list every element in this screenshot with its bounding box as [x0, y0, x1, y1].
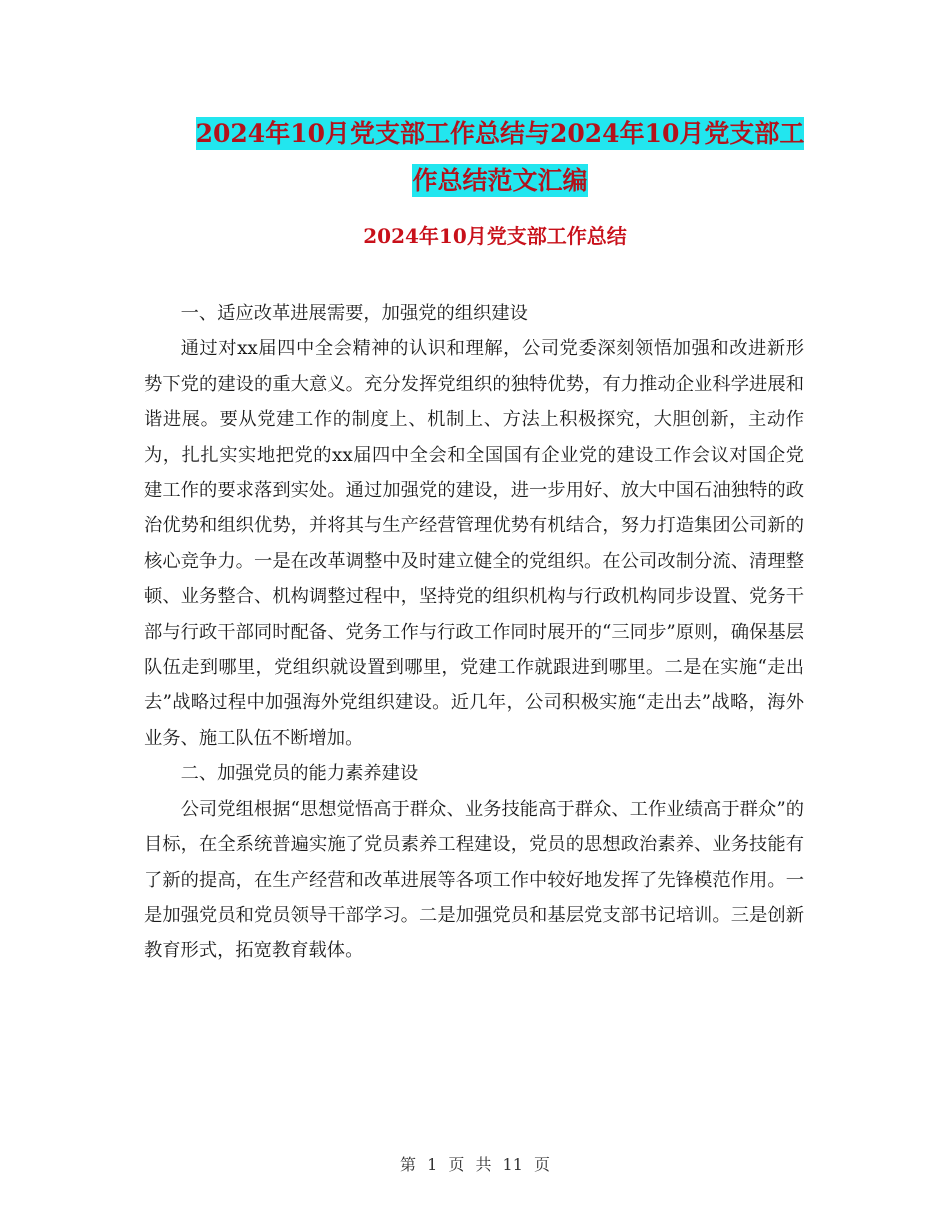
section-title: 2024年10月党支部工作总结 — [363, 224, 627, 248]
document-body — [144, 296, 804, 969]
heading-1: 一、适应改革进展需要，加强党的组织建设 — [180, 303, 528, 324]
document-title-line-2: 作总结范文汇编 — [412, 166, 588, 195]
paragraph-1: 通过对xx届四中全会精神的认识和理解，公司党委深刻领悟加强和改进新形势下党的建设的重大意义。充分发挥党组织的独特优势，有力推动企业科学进展和谐进展。要从党建工作的制度上、机制上、方法上积极探究，大胆创新，主动作为，扎扎实实地把党的xx届四中全会和全国国有企业党的建设工作会议对国企党建工作的要求落到实处。通过加强党的建设，进一步用好、放大中国石油独特的政治优势和组织优势，并将其与生产经营管理优势有机结合，努力打造集团公司新的核心竞争力。一是在改革调整中及时建立健全的党组织。在公司改制分流、清理整顿、业务整合、机构调整过程中，坚持党的组织机构与行政机构同步设置、党务干部与行政干部同时配备、党务工作与行政工作同时展开的“三同步”原则，确保基层队伍走到哪里，党组织就设置到哪里，党建工作就跟进到哪里。二是在实施“走出去”战略过程中加强海外党组织建设。近几年，公司积极实施“走出去”战略，海外业务、施工队伍不断增加。 — [144, 338, 804, 749]
page-footer: 第 1 页 共 11 页 — [400, 1155, 550, 1174]
document-title — [140, 110, 860, 204]
heading-2: 二、加强党员的能力素养建设 — [180, 763, 419, 785]
document-title-line-1: 2024年10月党支部工作总结与2024年10月党支部工 — [195, 119, 805, 148]
paragraph-2: 公司党组根据“思想觉悟高于群众、业务技能高于群众、工作业绩高于群众”的目标，在全系统普遍实施了党员素养工程建设，党员的思想政治素养、业务技能有了新的提高，在生产经营和改革进展等各项工作中较好地发挥了先锋模范作用。一是加强党员和党员领导干部学习。二是加强党员和基层党支部书记培训。三是创新教育形式，拓宽教育载体。 — [144, 798, 804, 962]
